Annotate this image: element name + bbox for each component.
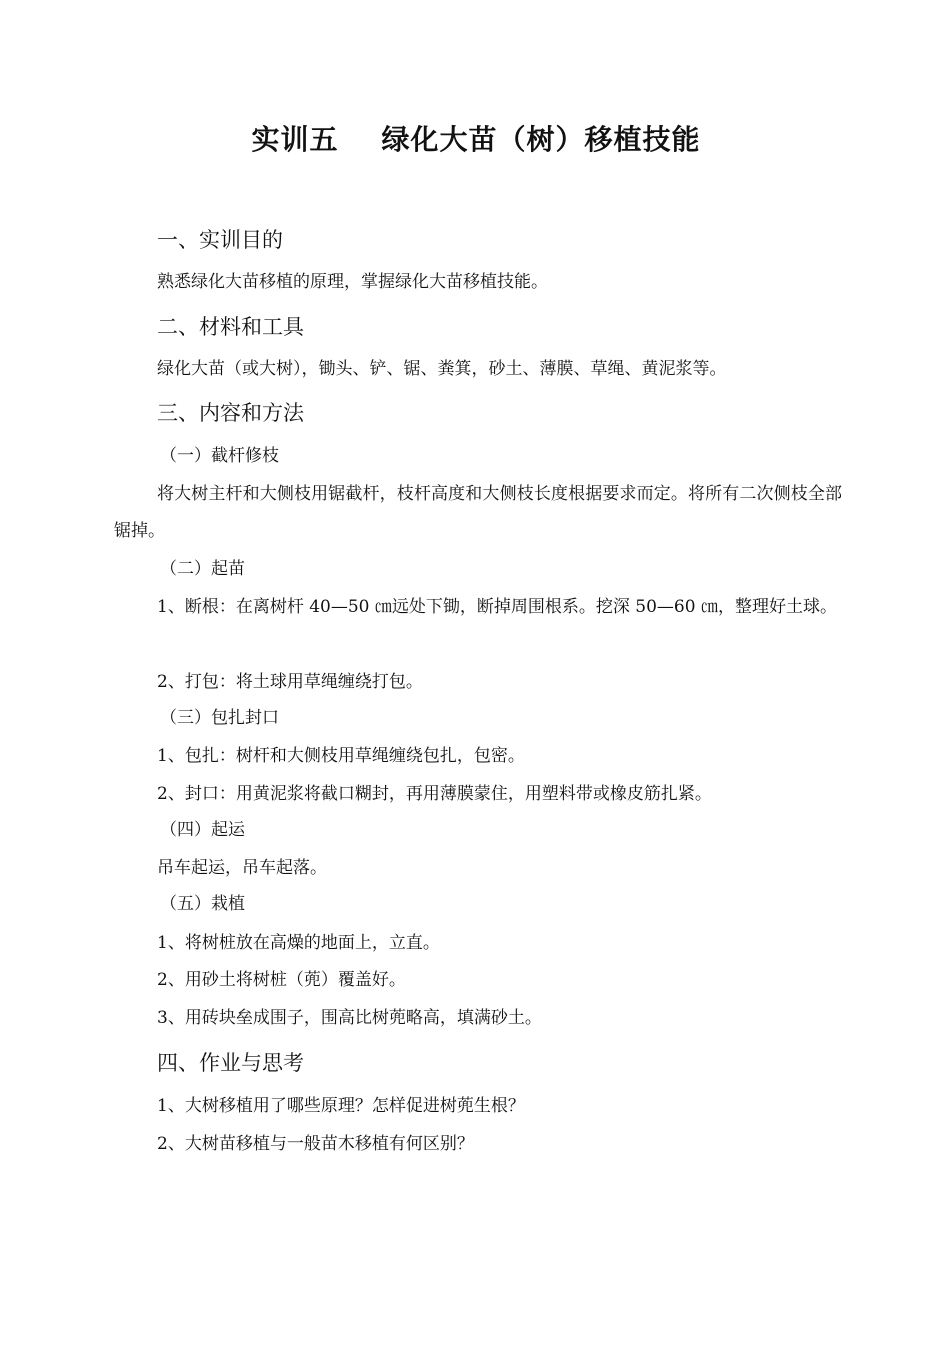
subsection-2-item-2: 2、打包：将土球用草绳缠绕打包。 — [157, 672, 423, 692]
subsection-5-item-2: 2、用砂土将树桩（蔸）覆盖好。 — [157, 970, 406, 990]
subsection-2-heading: （二）起苗 — [160, 559, 245, 579]
question-1: 1、大树移植用了哪些原理？怎样促进树蔸生根？ — [157, 1096, 525, 1116]
subsection-2-item-1: 1、断根：在离树杆 40—50 ㎝远处下锄，断掉周围根系。挖深 50—60 ㎝，整理好土球。 — [157, 597, 837, 617]
subsection-5-item-1: 1、将树桩放在高燥的地面上，立直。 — [157, 933, 440, 953]
section-2-heading: 二、材料和工具 — [157, 315, 304, 339]
question-2: 2、大树苗移植与一般苗木移植有何区别？ — [157, 1134, 474, 1154]
page-title: 实训五 绿化大苗（树）移植技能 — [251, 123, 701, 156]
subsection-1-text: 将大树主杆和大侧枝用锯截杆，枝杆高度和大侧枝长度根据要求而定。将所有二次侧枝全部锯掉。 — [114, 484, 842, 541]
section-4-heading: 四、作业与思考 — [157, 1051, 304, 1075]
subsection-3-item-2: 2、封口：用黄泥浆将截口糊封，再用薄膜蒙住，用塑料带或橡皮筋扎紧。 — [157, 784, 712, 804]
section-1-text: 熟悉绿化大苗移植的原理，掌握绿化大苗移植技能。 — [157, 272, 548, 292]
subsection-3-item-1: 1、包扎：树杆和大侧枝用草绳缠绕包扎，包密。 — [157, 746, 525, 766]
subsection-5-item-3: 3、用砖块垒成围子，围高比树蔸略高，填满砂土。 — [157, 1008, 542, 1028]
section-3-heading: 三、内容和方法 — [157, 401, 304, 425]
subsection-5-heading: （五）栽植 — [160, 894, 245, 914]
subsection-4-heading: （四）起运 — [160, 820, 245, 840]
section-2-text: 绿化大苗（或大树），锄头、铲、锯、粪箕，砂土、薄膜、草绳、黄泥浆等。 — [157, 359, 727, 379]
subsection-3-heading: （三）包扎封口 — [160, 708, 279, 728]
section-1-heading: 一、实训目的 — [157, 228, 283, 252]
subsection-4-text: 吊车起运，吊车起落。 — [157, 858, 327, 878]
subsection-1-heading: （一）截杆修枝 — [160, 446, 279, 466]
